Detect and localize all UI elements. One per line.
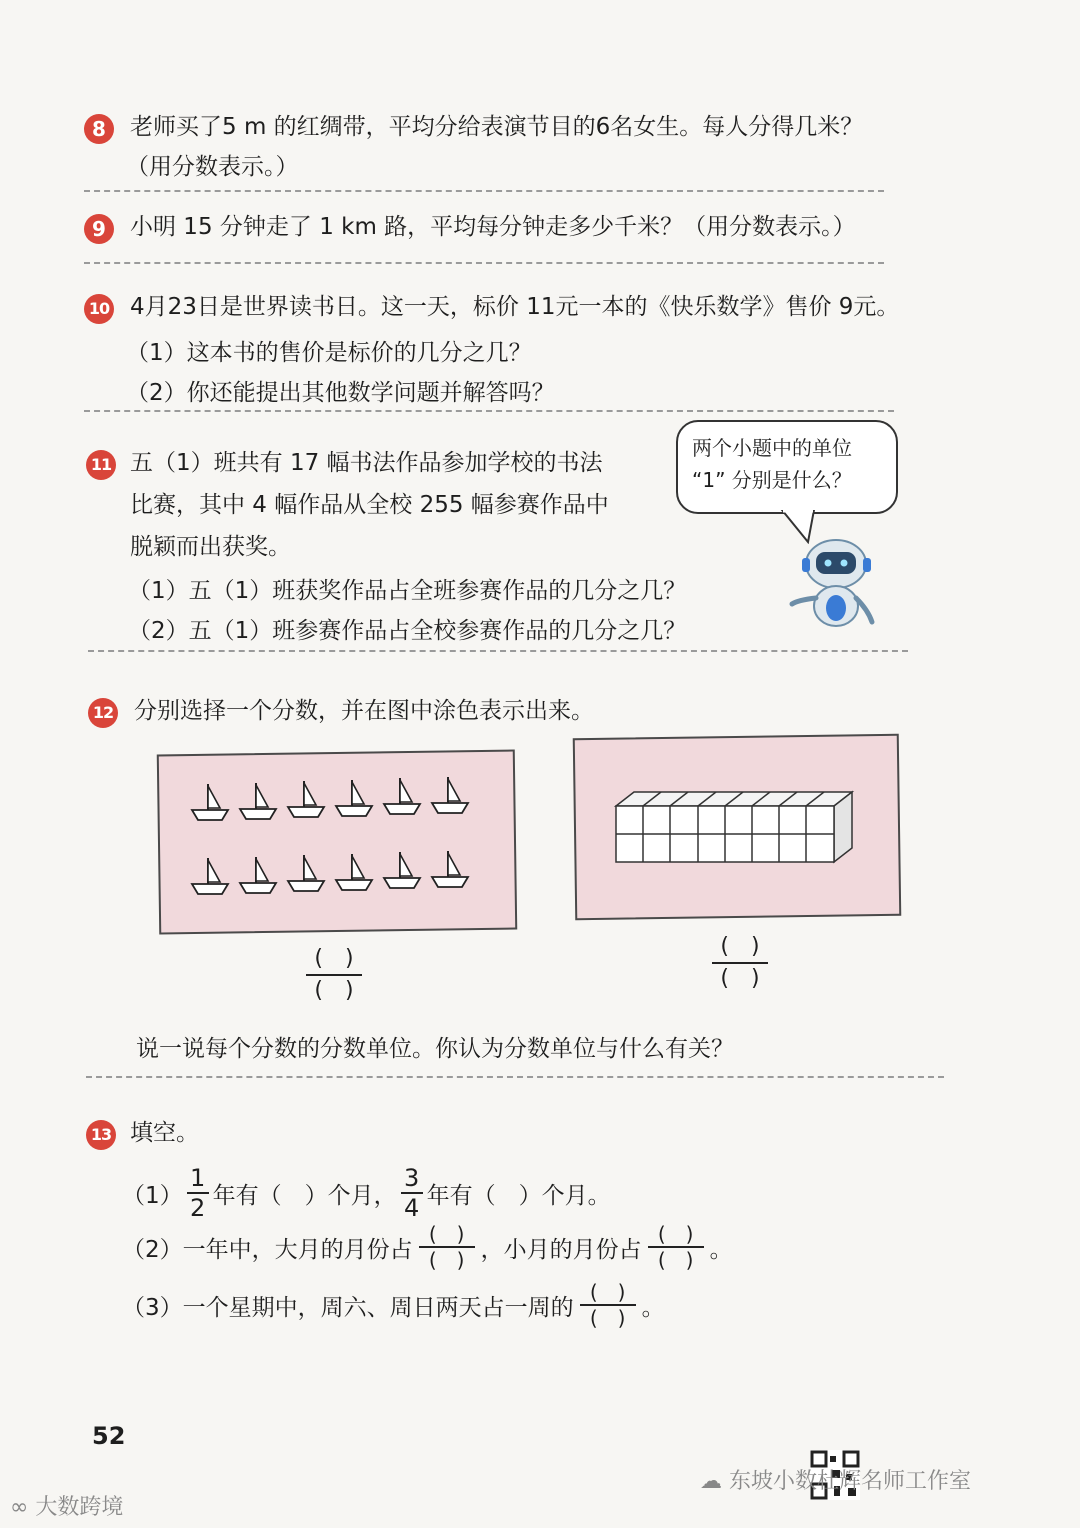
sailboat-icon <box>332 776 376 820</box>
fraction-bar <box>712 962 768 964</box>
denominator: 2 <box>190 1194 206 1222</box>
q1-prefix: （1） <box>122 1182 183 1209</box>
fraction-denominator: ( ) <box>720 966 760 991</box>
problem-11-q1: （1）五（1）班获奖作品占全班参赛作品的几分之几？ <box>128 578 687 604</box>
denominator-blank: ( ) <box>589 1306 626 1330</box>
sailboat-icon <box>380 848 424 892</box>
problem-10-q1: （1）这本书的售价是标价的几分之几？ <box>126 340 532 366</box>
sailboat-icon <box>284 777 328 821</box>
problem-8-badge: 8 <box>84 114 114 144</box>
problem-11-text-1: 五（1）班共有 17 幅书法作品参加学校的书法 <box>130 450 603 476</box>
problem-10-badge: 10 <box>84 294 114 324</box>
separator <box>88 650 908 652</box>
denominator: 4 <box>404 1194 420 1222</box>
bubble-text-1: 两个小题中的单位 <box>692 436 852 460</box>
fraction-blank-left[interactable] <box>306 946 362 1004</box>
problem-11-q2: （2）五（1）班参赛作品占全校参赛作品的几分之几？ <box>128 618 687 644</box>
problem-9-text: 小明 15 分钟走了 1 km 路，平均每分钟走多少千米？（用分数表示。） <box>130 214 856 240</box>
problem-13-q1 <box>122 1166 611 1220</box>
problem-13-q3 <box>122 1282 665 1328</box>
q3-prefix: （3）一个星期中，周六、周日两天占一周的 <box>122 1294 574 1321</box>
answer-fraction-blank[interactable] <box>419 1224 475 1270</box>
numerator-blank: ( ) <box>428 1222 465 1246</box>
watermark-left <box>10 1490 123 1521</box>
problem-11-text-3: 脱颖而出获奖。 <box>130 534 291 560</box>
q1-end: 年有（ ）个月。 <box>426 1182 611 1209</box>
fraction-three-quarters <box>401 1166 423 1220</box>
problem-12-text: 分别选择一个分数，并在图中涂色表示出来。 <box>134 698 594 724</box>
problem-11-badge: 11 <box>86 450 116 480</box>
denominator-blank: ( ) <box>428 1248 465 1272</box>
sailboat-icon <box>188 854 232 898</box>
sailboat-icon <box>428 847 472 891</box>
problem-9-badge: 9 <box>84 214 114 244</box>
problem-13-badge: 13 <box>86 1120 116 1150</box>
q2-prefix: （2）一年中，大月的月份占 <box>122 1236 413 1263</box>
fraction-numerator: ( ) <box>720 934 760 959</box>
problem-8-text: 老师买了5 m 的红绸带，平均分给表演节目的6名女生。每人分得几米？ <box>130 114 864 140</box>
numerator-blank: ( ) <box>657 1222 694 1246</box>
numerator-blank: ( ) <box>589 1280 626 1304</box>
denominator-blank: ( ) <box>657 1248 694 1272</box>
answer-fraction-blank[interactable] <box>648 1224 704 1270</box>
q2-end: 。 <box>709 1236 733 1263</box>
problem-8-text-2: （用分数表示。） <box>126 154 299 180</box>
fraction-blank-right[interactable] <box>712 934 768 992</box>
separator <box>84 410 894 412</box>
robot-icon <box>788 528 888 628</box>
problem-10-text: 4月23日是世界读书日。这一天，标价 11元一本的《快乐数学》售价 9元。 <box>130 294 900 320</box>
watermark-right-text: 东坡小数杜辉名师工作室 <box>729 1469 972 1494</box>
fraction-one-half <box>187 1166 209 1220</box>
q3-end: 。 <box>641 1294 665 1321</box>
sailboat-icon <box>428 773 472 817</box>
sailboat-icon <box>236 779 280 823</box>
separator <box>84 262 884 264</box>
problem-13-title: 填空。 <box>130 1120 199 1146</box>
problem-12-badge: 12 <box>88 698 118 728</box>
separator <box>86 1076 944 1078</box>
fraction-denominator: ( ) <box>314 978 354 1003</box>
numerator: 3 <box>404 1164 420 1192</box>
answer-fraction-blank[interactable] <box>580 1282 636 1328</box>
bubble-text-2: “1” 分别是什么？ <box>692 468 852 492</box>
sailboat-icon <box>284 851 328 895</box>
fraction-bar <box>306 974 362 976</box>
separator <box>84 190 884 192</box>
sailboat-icon <box>380 774 424 818</box>
sailboat-icon <box>332 850 376 894</box>
sailboat-icon <box>188 780 232 824</box>
problem-13-q2 <box>122 1224 733 1270</box>
speech-bubble <box>676 420 898 514</box>
problem-11-text-2: 比赛，其中 4 幅作品从全校 255 幅参赛作品中 <box>130 492 609 518</box>
watermark-right <box>700 1464 971 1495</box>
page-number: 52 <box>92 1422 126 1450</box>
problem-10-q2: （2）你还能提出其他数学问题并解答吗？ <box>126 380 555 406</box>
q1-middle: 年有（ ）个月， <box>212 1182 397 1209</box>
sailboat-icon <box>236 853 280 897</box>
wechat-icon: ☁ <box>700 1469 722 1494</box>
fraction-numerator: ( ) <box>314 946 354 971</box>
problem-12-question: 说一说每个分数的分数单位。你认为分数单位与什么有关？ <box>136 1036 734 1062</box>
watermark-left-text: 大数跨境 <box>35 1495 124 1520</box>
numerator: 1 <box>190 1164 206 1192</box>
infinity-icon: ∞ <box>10 1495 29 1520</box>
cube-row-icon <box>612 788 858 868</box>
q2-middle: ，小月的月份占 <box>480 1236 642 1263</box>
